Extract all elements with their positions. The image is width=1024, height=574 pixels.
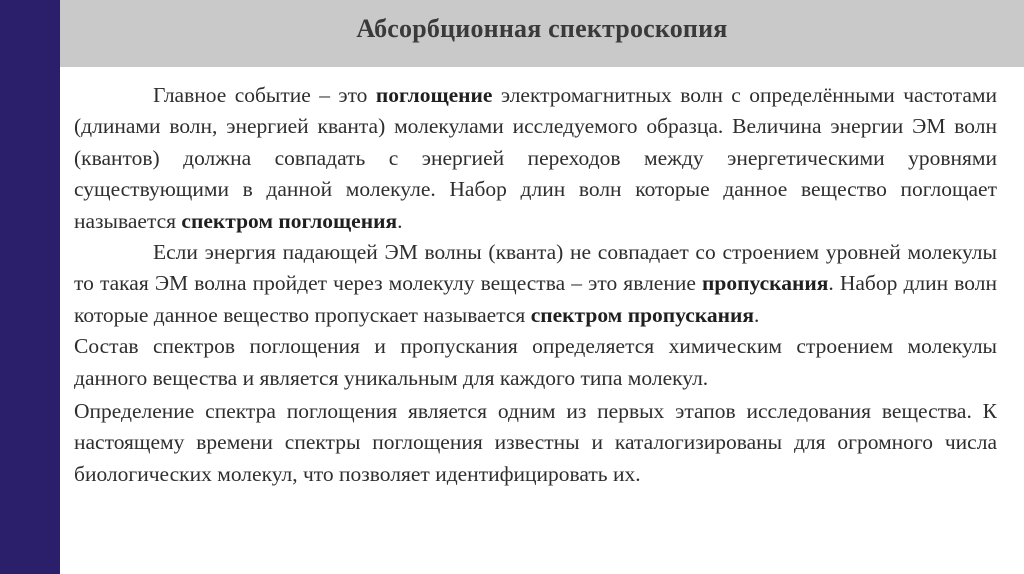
paragraph-transmission bbox=[74, 237, 997, 331]
paragraph-text: . bbox=[397, 208, 403, 233]
paragraph-composition: Состав спектров поглощения и пропускания определяется химическим строением молекулы данного вещества и является уникальным для каждого типа молекул. bbox=[74, 334, 997, 390]
paragraph-text: Если энергия падающей ЭМ волны (кванта) не совпадает со строением уровней молекулы то такая ЭМ волна пройдет через молекулу вещества – это явление bbox=[74, 240, 997, 296]
term-transmission: пропускания bbox=[702, 271, 829, 296]
slide-header-band bbox=[60, 0, 1024, 67]
paragraph-text: . bbox=[754, 302, 760, 327]
paragraph-text: электромагнитных волн с определёнными частотами (длинами волн, энергией кванта) молекулами исследуемого образца. Величина энергии ЭМ волн (квантов) должна совпадать с энергией переходов между энергетическими уровнями существующими в данной молекуле. Набор длин волн которые данное вещество поглощает называется bbox=[74, 83, 997, 233]
term-absorption: поглощение bbox=[375, 83, 493, 107]
paragraph-text: . Набор длин волн которые данное вещество пропускает называется bbox=[74, 271, 997, 327]
slide-side-bar bbox=[0, 0, 60, 574]
slide-body bbox=[74, 80, 997, 490]
paragraph-text: Главное событие – это bbox=[153, 83, 376, 107]
paragraph-identification: Определение спектра поглощения является одним из первых этапов исследования вещества. К настоящему времени спектры поглощения известны и каталогизированы для огромного числа биологических молекул, что позволяет идентифицировать их. bbox=[74, 399, 997, 486]
term-transmission-spectrum: спектром пропускания bbox=[530, 302, 755, 327]
slide-title: Абсорбционная спектроскопия bbox=[356, 14, 728, 43]
paragraph-absorption bbox=[74, 80, 997, 237]
term-absorption-spectrum: спектром поглощения bbox=[181, 208, 398, 233]
